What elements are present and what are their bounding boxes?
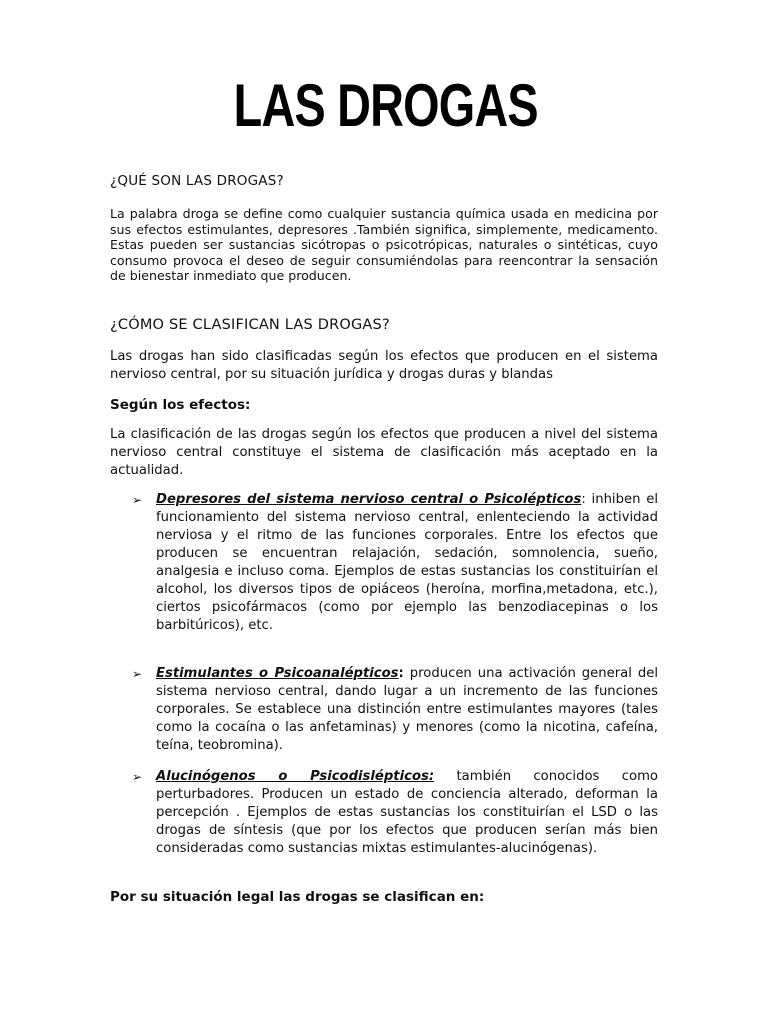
list-item-depresores — [156, 491, 658, 635]
paragraph-definition: La palabra droga se define como cualquier sustancia química usada en medicina por sus efectos estimulantes, depresores .También significa, simplemente, medicamento. Estas pueden ser sustancias sicótropas o psicotrópicas, naturales o sintéticas, cuyo consumo provoca el deseo de seguir consumiéndolas para reencontrar la sensación de bienestar inmediato que producen. — [110, 206, 658, 283]
list-item-separator: : — [398, 666, 404, 681]
list-item-text: también conocidos como perturbadores. Producen un estado de conciencia alterado, deforman la percepción . Ejemplos de estas sustancias los constituirían el LSD o las drogas de síntesis (que por los efectos que producen serían más bien consideradas como sustancias mixtas estimulantes-alucinógenas). — [156, 769, 658, 856]
subheading-legal: Por su situación legal las drogas se clasifican en: — [110, 889, 485, 905]
section-heading-classification: ¿CÓMO SE CLASIFICAN LAS DROGAS? — [110, 317, 390, 333]
bullet-arrow-icon: ➢ — [132, 770, 143, 784]
bullet-arrow-icon: ➢ — [132, 667, 143, 681]
paragraph-classification: Las drogas han sido clasificadas según los efectos que producen en el sistema nervioso central, por su situación jurídica y drogas duras y blandas — [110, 349, 658, 382]
bullet-arrow-icon: ➢ — [132, 493, 143, 507]
list-item-lead: Depresores del sistema nervioso central o Psicolépticos — [156, 492, 582, 507]
list-item-lead: Alucinógenos o Psicodislépticos: — [156, 769, 435, 784]
list-item-lead: Estimulantes o Psicoanalépticos — [156, 666, 399, 681]
subheading-effects: Según los efectos: — [110, 397, 251, 413]
list-item-estimulantes — [156, 665, 658, 755]
paragraph-effects: La clasificación de las drogas según los efectos que producen a nivel del sistema nervioso central constituye el sistema de clasificación más aceptado en la actualidad. — [110, 427, 658, 478]
list-item-separator: : — [581, 492, 586, 507]
section-heading-what: ¿QUÉ SON LAS DROGAS? — [110, 173, 284, 189]
list-item-text: producen una activación general del sistema nervioso central, dando lugar a un incremento de las funciones corporales. Se establece una distinción entre estimulantes mayores (tales como la cocaína o las anfetaminas) y menores (como la nicotina, cafeína, teína, teobromina). — [156, 666, 658, 753]
list-item-alucinogenos — [156, 768, 658, 858]
list-item-text: inhiben el funcionamiento del sistema nervioso central, enlenteciendo la actividad nerviosa y el ritmo de las funciones corporales. Entre los efectos que producen se encuentran relajación, sedación, somnolencia, sueño, analgesia e incluso coma. Ejemplos de estas sustancias los constituirían el alcohol, los diversos tipos de opiáceos (heroína, morfina,metadona, etc.), ciertos psicofármacos (como por ejemplo las benzodiacepinas o los barbitúricos), etc. — [156, 492, 658, 633]
document-title: LAS DROGAS — [233, 72, 538, 139]
